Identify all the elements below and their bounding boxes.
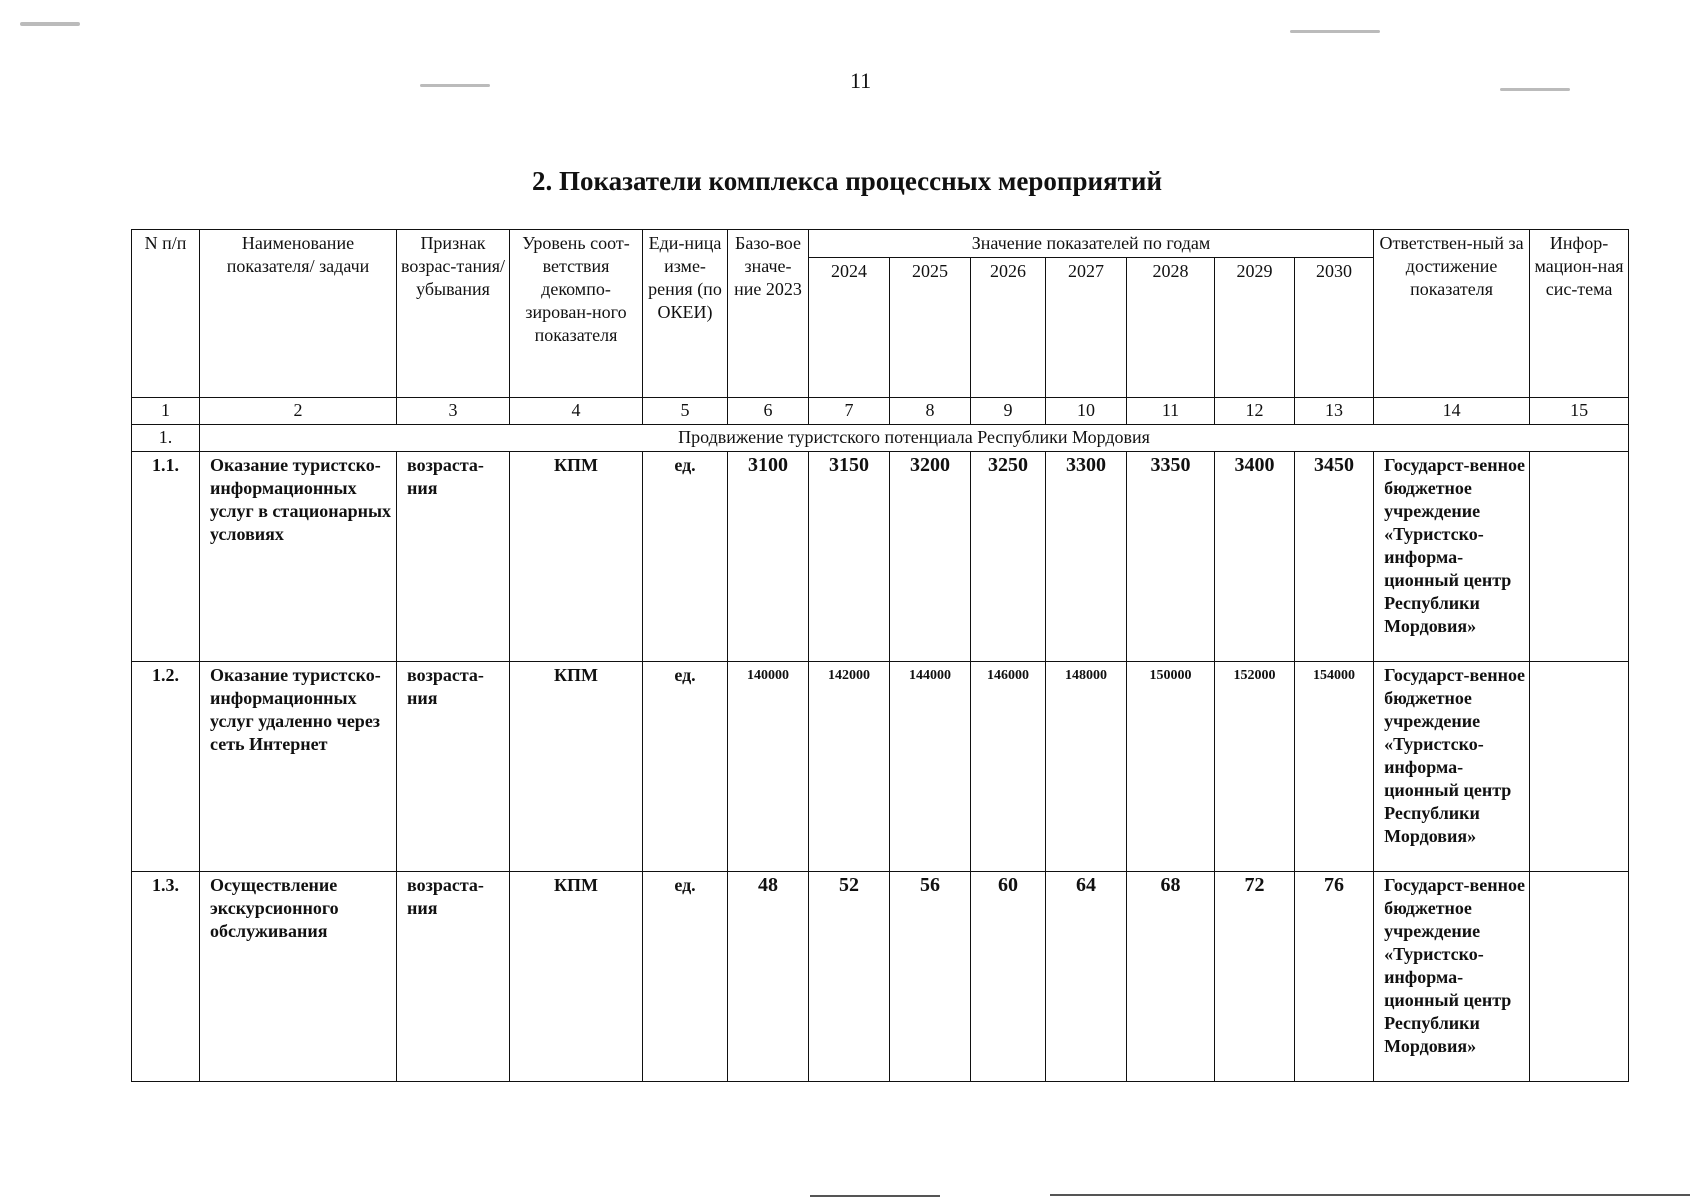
scan-noise — [1290, 30, 1380, 33]
row-responsible: Государст-венное бюджетное учреждение «Туристско-информа-ционный центр Республики Мордовия» — [1374, 662, 1530, 872]
table-row — [132, 872, 1629, 1082]
row-value: 146000 — [971, 662, 1046, 872]
header-year: 2027 — [1046, 258, 1127, 398]
row-name: Осуществление экскурсионного обслуживания — [200, 872, 397, 1082]
column-number: 11 — [1127, 398, 1215, 425]
row-value: 3250 — [971, 452, 1046, 662]
row-value: 68 — [1127, 872, 1215, 1082]
row-value: 56 — [890, 872, 971, 1082]
header-year: 2025 — [890, 258, 971, 398]
scan-bottom-line — [810, 1195, 940, 1197]
row-trend: возраста-ния — [397, 452, 510, 662]
row-value: 142000 — [809, 662, 890, 872]
column-number: 2 — [200, 398, 397, 425]
group-row — [132, 425, 1629, 452]
row-value: 3150 — [809, 452, 890, 662]
row-level: КПМ — [510, 872, 643, 1082]
row-value: 3200 — [890, 452, 971, 662]
row-level: КПМ — [510, 662, 643, 872]
header-year: 2030 — [1295, 258, 1374, 398]
row-trend: возраста-ния — [397, 662, 510, 872]
row-value: 60 — [971, 872, 1046, 1082]
column-number: 1 — [132, 398, 200, 425]
header-level: Уровень соот-ветствия декомпо-зирован-ного показателя — [510, 230, 643, 398]
row-value: 154000 — [1295, 662, 1374, 872]
column-number: 10 — [1046, 398, 1127, 425]
column-number: 5 — [643, 398, 728, 425]
row-unit: ед. — [643, 662, 728, 872]
header-system: Инфор-мацион-ная сис-тема — [1530, 230, 1629, 398]
row-system — [1530, 452, 1629, 662]
column-number: 15 — [1530, 398, 1629, 425]
row-base: 48 — [728, 872, 809, 1082]
row-system — [1530, 872, 1629, 1082]
row-value: 3400 — [1215, 452, 1295, 662]
group-number: 1. — [132, 425, 200, 452]
row-value: 64 — [1046, 872, 1127, 1082]
row-value: 3450 — [1295, 452, 1374, 662]
scan-bottom-line — [1050, 1194, 1690, 1196]
section-title: 2. Показатели комплекса процессных мероприятий — [532, 166, 1163, 196]
header-year: 2024 — [809, 258, 890, 398]
row-value: 148000 — [1046, 662, 1127, 872]
header-num: N п/п — [132, 230, 200, 398]
row-system — [1530, 662, 1629, 872]
indicators-table — [131, 229, 1629, 1082]
row-value: 144000 — [890, 662, 971, 872]
column-number: 4 — [510, 398, 643, 425]
row-level: КПМ — [510, 452, 643, 662]
row-number: 1.3. — [132, 872, 200, 1082]
header-name: Наименование показателя/ задачи — [200, 230, 397, 398]
column-numbers-row — [132, 398, 1629, 425]
header-base: Базо-вое значе-ние 2023 — [728, 230, 809, 398]
header-year: 2029 — [1215, 258, 1295, 398]
table-row — [132, 662, 1629, 872]
scan-noise — [20, 22, 80, 26]
header-year: 2026 — [971, 258, 1046, 398]
row-value: 52 — [809, 872, 890, 1082]
row-value: 72 — [1215, 872, 1295, 1082]
column-number: 14 — [1374, 398, 1530, 425]
row-number: 1.2. — [132, 662, 200, 872]
row-trend: возраста-ния — [397, 872, 510, 1082]
row-name: Оказание туристско-информационных услуг в стационарных условиях — [200, 452, 397, 662]
header-unit: Еди-ница изме-рения (по ОКЕИ) — [643, 230, 728, 398]
column-number: 7 — [809, 398, 890, 425]
column-number: 3 — [397, 398, 510, 425]
header-responsible: Ответствен-ный за достижение показателя — [1374, 230, 1530, 398]
row-responsible: Государст-венное бюджетное учреждение «Туристско-информа-ционный центр Республики Мордовия» — [1374, 452, 1530, 662]
column-number: 6 — [728, 398, 809, 425]
row-value: 76 — [1295, 872, 1374, 1082]
header-year: 2028 — [1127, 258, 1215, 398]
row-base: 3100 — [728, 452, 809, 662]
header-years-group: Значение показателей по годам — [809, 230, 1374, 258]
row-responsible: Государст-венное бюджетное учреждение «Туристско-информа-ционный центр Республики Мордовия» — [1374, 872, 1530, 1082]
column-number: 12 — [1215, 398, 1295, 425]
row-base: 140000 — [728, 662, 809, 872]
row-value: 150000 — [1127, 662, 1215, 872]
header-trend: Признак возрас-тания/ убывания — [397, 230, 510, 398]
row-unit: ед. — [643, 872, 728, 1082]
scan-noise — [420, 84, 490, 87]
column-number: 9 — [971, 398, 1046, 425]
column-number: 8 — [890, 398, 971, 425]
row-value: 152000 — [1215, 662, 1295, 872]
group-title: Продвижение туристского потенциала Республики Мордовия — [200, 425, 1629, 452]
column-number: 13 — [1295, 398, 1374, 425]
row-name: Оказание туристско-информационных услуг удаленно через сеть Интернет — [200, 662, 397, 872]
page-number: 11 — [850, 68, 872, 93]
row-number: 1.1. — [132, 452, 200, 662]
scan-noise — [1500, 88, 1570, 91]
row-value: 3350 — [1127, 452, 1215, 662]
table-row — [132, 452, 1629, 662]
row-unit: ед. — [643, 452, 728, 662]
row-value: 3300 — [1046, 452, 1127, 662]
